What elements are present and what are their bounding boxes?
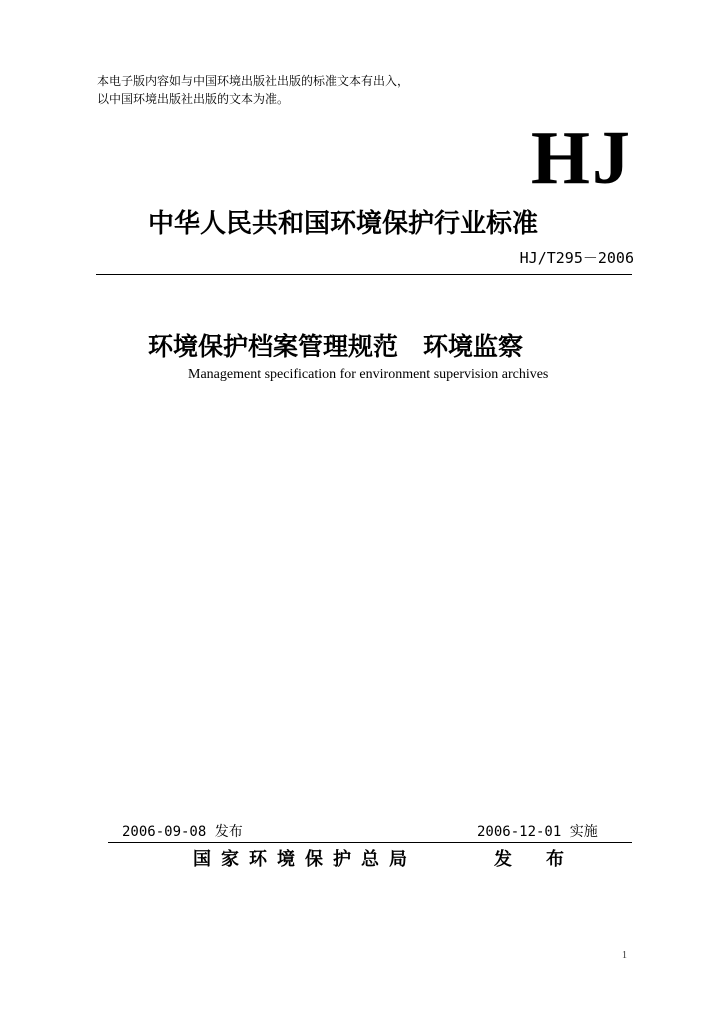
disclaimer-line-1: 本电子版内容如与中国环境出版社出版的标准文本有出入， — [97, 74, 410, 88]
issuing-action: 发布 — [494, 849, 598, 870]
disclaimer-line-2: 以中国环境出版社出版的文本为准。 — [97, 92, 290, 106]
standard-code: HJ/T295－2006 — [519, 249, 634, 267]
hj-logo: HJ — [530, 116, 632, 200]
disclaimer-notice — [97, 72, 409, 108]
standard-category-title: 中华人民共和国环境保护行业标准 — [148, 209, 539, 239]
page-number: 1 — [622, 950, 627, 961]
document-english-title: Management specification for environment supervision archives — [188, 367, 549, 382]
document-title: 环境保护档案管理规范 环境监察 — [148, 332, 524, 361]
header-divider — [96, 274, 632, 275]
footer-divider — [108, 842, 632, 843]
issue-date: 2006-09-08 发布 — [122, 824, 243, 840]
issuing-authority: 国家环境保护总局 — [193, 849, 417, 870]
implementation-date: 2006-12-01 实施 — [477, 824, 598, 840]
